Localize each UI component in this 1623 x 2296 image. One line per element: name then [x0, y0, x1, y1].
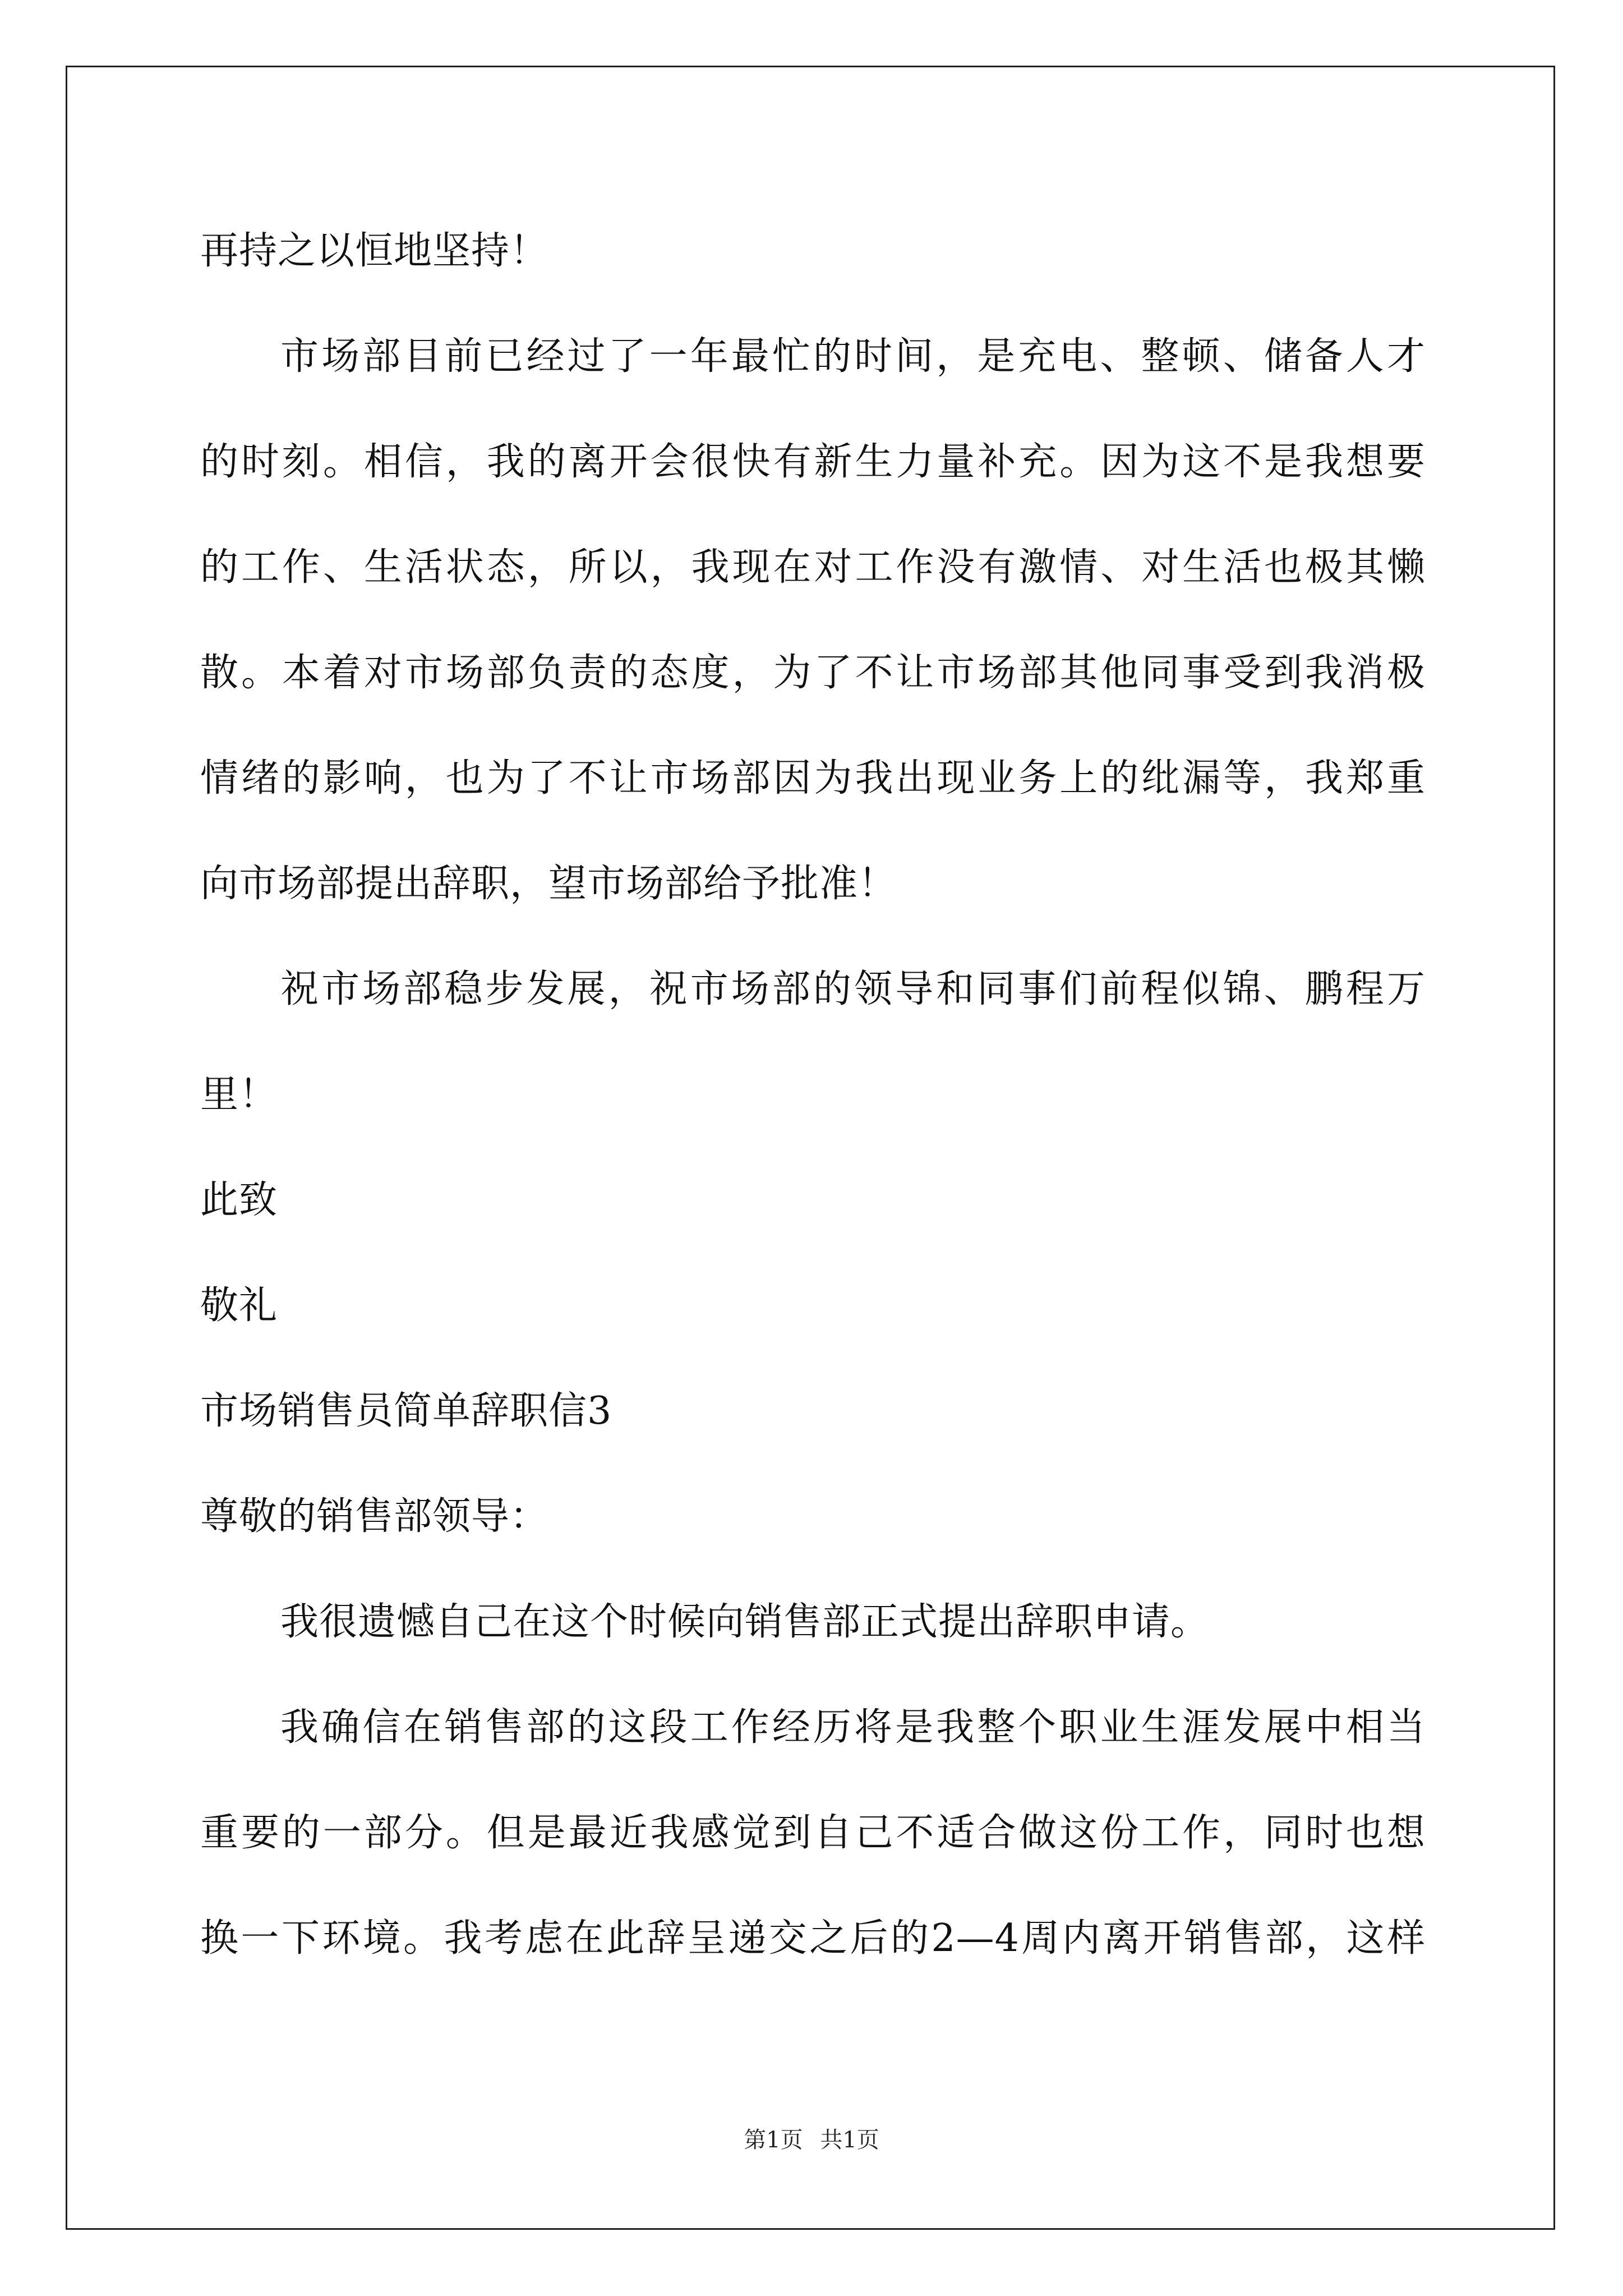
text-line: 再持之以恒地坚持！ — [200, 229, 549, 273]
paragraph-first-line: 我确信在销售部的这段工作经历将是我整个职业生涯发展中相当 — [280, 1705, 1426, 1750]
text-line: 散。本着对市场部负责的态度，为了不让市场部其他同事受到我消极 — [200, 651, 1426, 695]
paragraph-first-line: 市场部目前已经过了一年最忙的时间，是充电、整顿、储备人才 — [280, 334, 1426, 379]
text-line: 情绪的影响，也为了不让市场部因为我出现业务上的纰漏等，我郑重 — [200, 756, 1426, 800]
text-line: 换一下环境。我考虑在此辞呈递交之后的2—4周内离开销售部，这样 — [200, 1916, 1426, 1961]
closing-regards: 敬礼 — [200, 1283, 278, 1328]
page-border — [66, 66, 1555, 2230]
text-line: 重要的一部分。但是最近我感觉到自己不适合做这份工作，同时也想 — [200, 1811, 1426, 1855]
paragraph-first-line: 我很遗憾自己在这个时候向销售部正式提出辞职申请。 — [280, 1600, 1210, 1644]
text-line: 里！ — [200, 1073, 278, 1117]
greeting: 尊敬的销售部领导： — [200, 1494, 549, 1539]
page-footer: 第1页 共1页 — [744, 2127, 879, 2153]
text-line: 的工作、生活状态，所以，我现在对工作没有激情、对生活也极其懒 — [200, 545, 1426, 590]
closing-salutation: 此致 — [200, 1178, 278, 1222]
section-title: 市场销售员简单辞职信3 — [200, 1389, 612, 1433]
paragraph-first-line: 祝市场部稳步发展，祝市场部的领导和同事们前程似锦、鹏程万 — [280, 967, 1426, 1011]
text-line: 向市场部提出辞职，望市场部给予批准！ — [200, 862, 897, 906]
text-line: 的时刻。相信，我的离开会很快有新生力量补充。因为这不是我想要 — [200, 440, 1426, 484]
